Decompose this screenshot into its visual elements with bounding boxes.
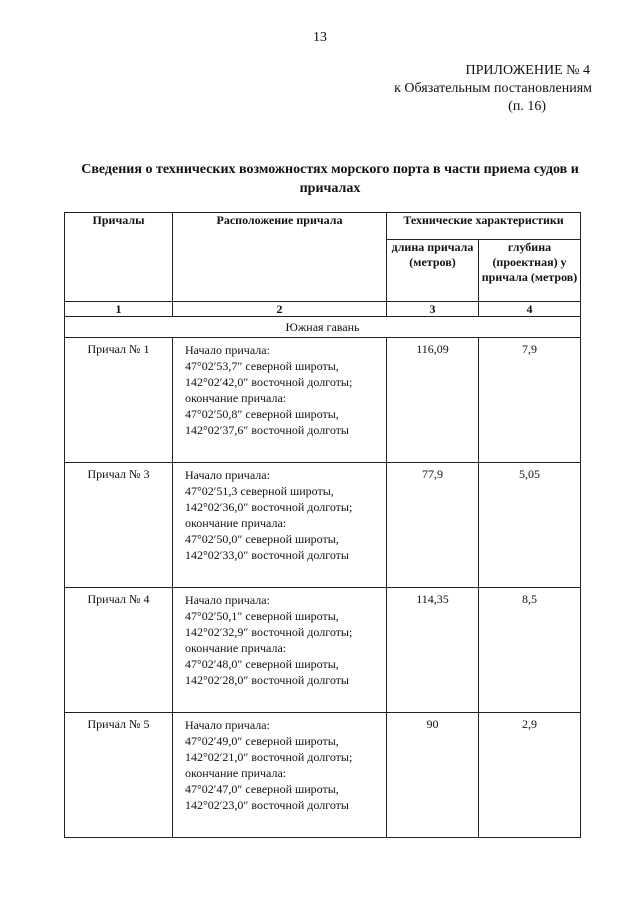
berth-name: Причал № 5 [65,713,173,838]
berth-depth: 5,05 [479,463,581,588]
location-line: 142°02′37,6″ восточной долготы [185,423,349,437]
berth-length: 114,35 [387,588,479,713]
berth-name: Причал № 3 [65,463,173,588]
column-number: 2 [173,302,387,317]
appendix-heading [394,62,592,116]
location-line: 47°02′51,3 северной широты, [185,484,334,498]
document-title: Сведения о технических возможностях морского порта в части приема судов и причалах [81,162,579,196]
berth-length: 77,9 [387,463,479,588]
location-line: Начало причала: [185,343,270,357]
page-number: 13 [313,30,327,45]
location-line: 47°02′50,0″ северной широты, [185,532,339,546]
appendix-title: ПРИЛОЖЕНИЕ № 4 [465,63,590,78]
column-number-row [65,302,581,317]
berth-depth: 2,9 [479,713,581,838]
column-number: 4 [479,302,581,317]
location-line: окончание причала: [185,391,287,405]
berth-name: Причал № 4 [65,588,173,713]
berth-depth: 8,5 [479,588,581,713]
location-line: 142°02′33,0″ восточной долготы [185,548,349,562]
location-line: 142°02′28,0″ восточной долготы [185,673,349,687]
berth-location [173,338,387,463]
column-number: 3 [387,302,479,317]
header-length: длина причала (метров) [387,240,479,302]
location-line: 142°02′36,0″ восточной долготы; [185,500,353,514]
berths-table [64,212,581,838]
berth-name: Причал № 1 [65,338,173,463]
appendix-clause: (п. 16) [508,99,546,114]
location-line: 47°02′48,0″ северной широты, [185,657,339,671]
location-line: 47°02′47,0″ северной широты, [185,782,339,796]
location-line: окончание причала: [185,641,287,655]
table-header-row [65,213,581,240]
header-berths: Причалы [65,213,173,302]
location-line: 142°02′21,0″ восточной долготы; [185,750,353,764]
header-technical: Технические характеристики [387,213,581,240]
column-number: 1 [65,302,173,317]
berth-length: 116,09 [387,338,479,463]
location-line: 47°02′50,1″ северной широты, [185,609,339,623]
berth-location [173,588,387,713]
appendix-subtitle: к Обязательным постановлениям [394,81,592,96]
table-row [65,463,581,588]
location-line: 142°02′42,0″ восточной долготы; [185,375,353,389]
location-line: 142°02′23,0″ восточной долготы [185,798,349,812]
berth-length: 90 [387,713,479,838]
table-row [65,588,581,713]
berth-location [173,463,387,588]
table-row [65,713,581,838]
header-depth: глубина (проектная) у причала (метров) [479,240,581,302]
location-line: 47°02′49,0″ северной широты, [185,734,339,748]
location-line: окончание причала: [185,766,287,780]
group-row [65,317,581,338]
location-line: Начало причала: [185,468,270,482]
header-location: Расположение причала [173,213,387,302]
table-row [65,338,581,463]
location-line: окончание причала: [185,516,287,530]
group-label: Южная гавань [65,317,581,338]
location-line: 47°02′50,8″ северной широты, [185,407,339,421]
berth-depth: 7,9 [479,338,581,463]
location-line: Начало причала: [185,718,270,732]
location-line: 47°02′53,7″ северной широты, [185,359,339,373]
location-line: 142°02′32,9″ восточной долготы; [185,625,353,639]
berth-location [173,713,387,838]
location-line: Начало причала: [185,593,270,607]
